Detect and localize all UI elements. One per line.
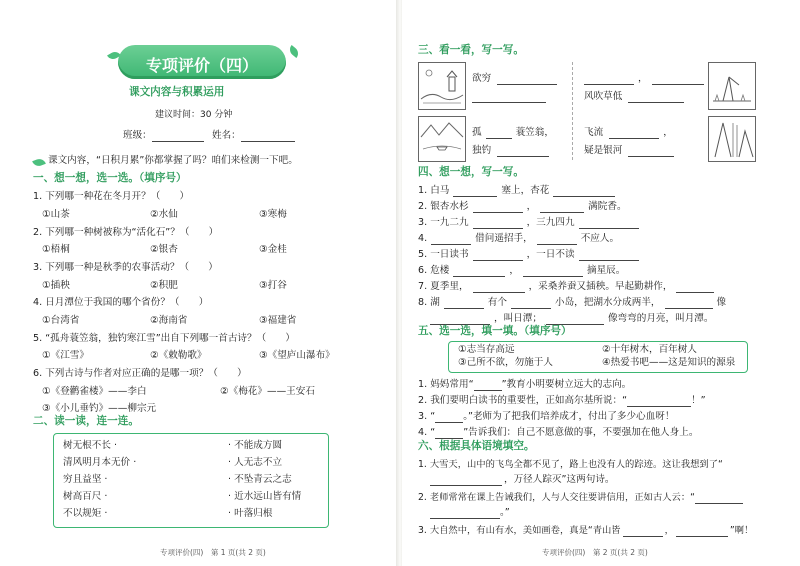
select-2: 2. 我们要明白读书的重要性，正如高尔基所说：“ ！”	[418, 395, 706, 406]
match-left-4[interactable]: 树高百尺 ·	[63, 491, 108, 502]
page-title: 专项评价（四）	[145, 56, 258, 75]
r3-item-d: 飞流 ，	[584, 127, 673, 138]
q2-option-2: ②银杏	[150, 244, 178, 255]
picture-grassland	[708, 62, 756, 110]
context-1: 1. 大雪天，山中的飞鸟全都不见了，路上也没有人的踪迹。这让我想到了“	[418, 459, 723, 470]
q6-option-1: ①《登鹳雀楼》——李白	[42, 386, 147, 397]
right-page	[402, 0, 800, 566]
page-subtitle: 课文内容与积累运用	[129, 86, 225, 98]
page-footer: 专项评价(四) 第 2 页(共 2 页)	[542, 548, 648, 557]
q3-option-3: ③打谷	[259, 280, 287, 291]
context-2: 2. 老师常常在课上告诫我们，人与人交往要讲信用，正如古人云：“	[418, 492, 743, 504]
select-3: 3. “ 。”老师为了把我们培养成才，付出了多少心血呀！	[418, 411, 675, 422]
q3-option-1: ①插秧	[42, 280, 70, 291]
q1-option-1: ①山茶	[42, 209, 70, 220]
section-4-heading: 四、想一想，写一写。	[418, 166, 524, 178]
q2-option-1: ①梧桐	[42, 244, 70, 255]
page-footer: 专项评价(四) 第 1 页(共 2 页)	[160, 548, 266, 557]
question-1: 1. 下列哪一种花在冬月开？（ ）	[33, 191, 190, 202]
match-left-5[interactable]: 不以规矩 ·	[63, 508, 108, 519]
section-3-heading: 三、看一看，写一写。	[418, 44, 524, 56]
question-6: 6. 下列古诗与作者对应正确的是哪一项？（ ）	[33, 368, 247, 379]
fill-8-line2: ，叫日潭； 像弯弯的月亮，叫月潭。	[430, 313, 714, 325]
option-1: ①志当存高远	[458, 344, 515, 355]
section-2-heading: 二、读一读，连一连。	[33, 415, 139, 427]
fill-8: 8. 湖 有个 小岛，把湖水分成两半， 像	[418, 297, 727, 308]
match-left-2[interactable]: 清风明月本无价 ·	[63, 457, 137, 468]
match-right-5[interactable]: · 叶落归根	[228, 508, 273, 519]
title-banner	[118, 45, 286, 79]
fill-7: 7. 夏季里， ，采桑养蚕又插秧。早起勤耕作，	[418, 281, 714, 293]
section-6-heading: 六、根据具体语境填空。	[418, 440, 535, 452]
option-3: ③己所不欲，勿施于人	[458, 357, 553, 368]
name-label: 姓名：	[212, 130, 241, 141]
divider	[572, 62, 573, 160]
question-2: 2. 下列哪一种树被称为“活化石”？（ ）	[33, 227, 219, 238]
r3-item-b: 风吹草低	[584, 91, 684, 103]
fill-1: 1. 白马 塞上，杏花	[418, 185, 615, 197]
r3-item-d-line2: 疑是银河	[584, 145, 674, 157]
name-field[interactable]	[241, 130, 295, 142]
left-page	[0, 0, 398, 566]
match-left-1[interactable]: 树无根不长 ·	[63, 440, 118, 451]
fill-3: 3. 一九二九 ，三九四九	[418, 217, 639, 229]
fill-4: 4. 借问遥招手， 不应人。	[418, 233, 620, 244]
option-2: ②十年树木，百年树人	[602, 344, 697, 355]
r3-item-b-line1[interactable]: ，	[584, 73, 704, 85]
q6-option-2: ②《梅花》——王安石	[220, 386, 315, 397]
r3-item-c-line2: 独钓	[472, 145, 549, 157]
q6-option-3: ③《小儿垂钓》——柳宗元	[42, 403, 157, 414]
r3-item-a: 欲穷	[472, 73, 557, 85]
q4-option-1: ①台湾省	[42, 315, 80, 326]
question-4: 4. 日月潭位于我国的哪个省份？（ ）	[33, 297, 209, 308]
select-1: 1. 妈妈常用“ ”教育小明要树立远大的志向。	[418, 379, 632, 390]
q4-option-3: ③福建省	[259, 315, 297, 326]
r3-item-a-line2[interactable]	[472, 91, 546, 103]
q2-option-3: ③金桂	[259, 244, 287, 255]
question-5: 5. “孤舟蓑笠翁，独钓寒江雪”出自下列哪一首古诗？（ ）	[33, 333, 295, 344]
picture-snowy-river	[418, 116, 466, 162]
match-right-3[interactable]: · 不坠青云之志	[228, 474, 292, 485]
picture-waterfall	[708, 116, 756, 162]
match-left-3[interactable]: 穷且益坚 ·	[63, 474, 108, 485]
fill-2: 2. 银杏水杉 ， 满院香。	[418, 201, 627, 212]
q3-option-2: ②积肥	[150, 280, 178, 291]
suggested-time: 建议时间：30 分钟	[155, 110, 233, 120]
leaf-decoration	[287, 45, 301, 58]
fill-6: 6. 危楼 ， 摘星辰。	[418, 265, 626, 276]
q5-option-2: ②《敕勒歌》	[150, 350, 207, 361]
match-right-4[interactable]: · 近水远山皆有情	[228, 491, 302, 502]
q5-option-3: ③《望庐山瀑布》	[259, 350, 335, 361]
option-4: ④热爱书吧——这是知识的源泉	[602, 357, 736, 368]
picture-tower-landscape	[418, 62, 466, 110]
question-3: 3. 下列哪一种是秋季的农事活动？（ ）	[33, 262, 218, 273]
class-label: 班级：	[123, 130, 152, 141]
class-field[interactable]	[152, 130, 204, 142]
match-right-2[interactable]: · 人无志不立	[228, 457, 283, 468]
section-5-heading: 五、选一选，填一填。（填序号）	[418, 325, 572, 337]
q4-option-2: ②海南省	[150, 315, 188, 326]
section-1-heading: 一、想一想，选一选。（填序号）	[33, 172, 187, 184]
q1-option-2: ②水仙	[150, 209, 178, 220]
fill-5: 5. 一日读书 ，一日不读	[418, 249, 639, 261]
context-1-line2: ，万径人踪灭”这两句诗。	[430, 474, 615, 486]
intro-text: 课文内容，“日积月累”你都掌握了吗？咱们来检测一下吧。	[48, 155, 298, 166]
match-right-1[interactable]: · 不能成方圆	[228, 440, 283, 451]
context-2-line2: 。”	[430, 507, 510, 519]
select-4: 4. “ ”告诉我们：自己不愿意做的事，不要强加在他人身上。	[418, 427, 699, 438]
leaf-icon	[32, 157, 46, 168]
q5-option-1: ①《江雪》	[42, 350, 89, 361]
context-3: 3. 大自然中，有山有水，美如画卷，真是“青山皆 ， ”啊！	[418, 525, 754, 536]
q1-option-3: ③寒梅	[259, 209, 287, 220]
r3-item-c: 孤 蓑笠翁，	[472, 127, 554, 138]
